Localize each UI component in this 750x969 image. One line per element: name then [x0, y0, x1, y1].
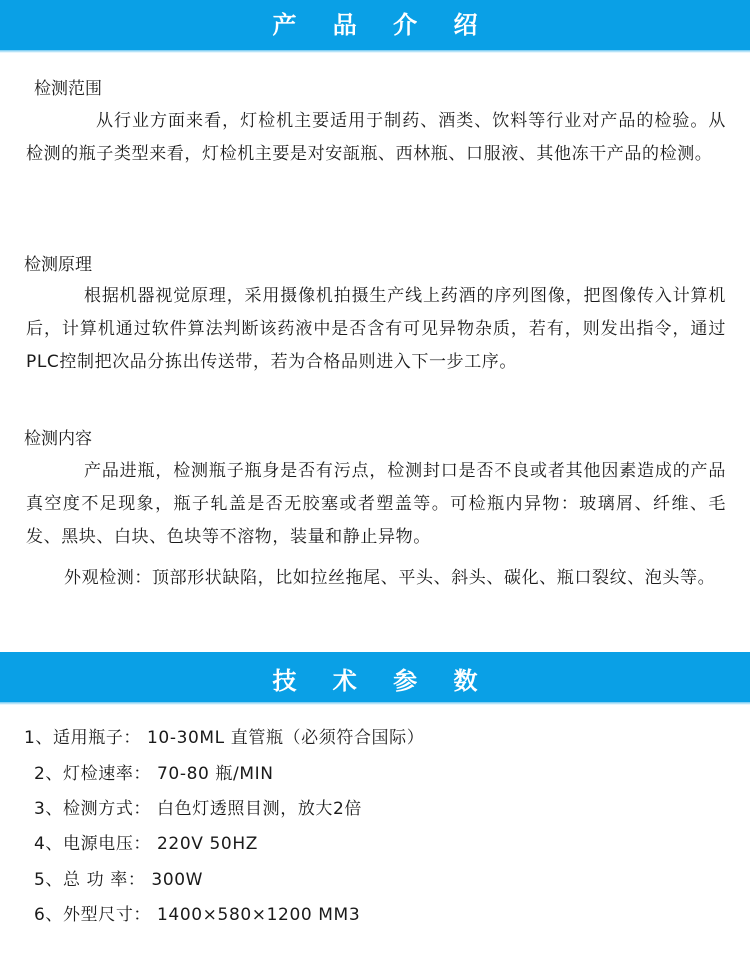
spec-item-dimension: 6、外型尺寸： 1400×580×1200 MM3 [34, 905, 361, 925]
section-heading-principle: 检测原理 [24, 255, 92, 275]
spec-item-speed: 2、灯检速率： 70-80 瓶/MIN [34, 764, 274, 784]
spec-item-method: 3、检测方式： 白色灯透照目测，放大2倍 [34, 799, 363, 819]
intro-banner-shadow [0, 50, 750, 53]
section-paragraph-appearance: 外观检测：顶部形状缺陷，比如拉丝拖尾、平头、斜头、碳化、瓶口裂纹、泡头等。 [64, 568, 716, 588]
section-heading-content: 检测内容 [24, 429, 92, 449]
params-banner-shadow [0, 702, 750, 705]
section-paragraph-scope: 从行业方面来看，灯检机主要适用于制药、酒类、饮料等行业对产品的检验。从检测的瓶子类型来看，灯检机主要是对安瓿瓶、西林瓶、口服液、其他冻干产品的检测。 [26, 111, 726, 164]
spec-item-bottle: 1、适用瓶子： 10-30ML 直管瓶（必须符合国际） [24, 728, 425, 748]
intro-banner-title: 产 品 介 绍 [272, 11, 492, 39]
spec-item-voltage: 4、电源电压： 220V 50HZ [34, 834, 258, 854]
section-paragraph-principle: 根据机器视觉原理，采用摄像机拍摄生产线上药酒的序列图像，把图像传入计算机后，计算机通过软件算法判断该药液中是否含有可见异物杂质，若有，则发出指令，通过PLC控制把次品分拣出传送带，若为合格品则进入下一步工序。 [26, 286, 726, 372]
section-paragraph-content: 产品进瓶，检测瓶子瓶身是否有污点，检测封口是否不良或者其他因素造成的产品真空度不足现象，瓶子轧盖是否无胶塞或者塑盖等。可检瓶内异物：玻璃屑、纤维、毛发、黑块、白块、色块等不溶物，装量和静止异物。 [26, 461, 726, 547]
intro-banner [0, 0, 750, 50]
params-banner-title: 技 术 参 数 [272, 667, 492, 695]
spec-item-power: 5、总 功 率： 300W [34, 870, 204, 890]
section-heading-scope: 检测范围 [34, 79, 102, 99]
params-banner [0, 652, 750, 702]
